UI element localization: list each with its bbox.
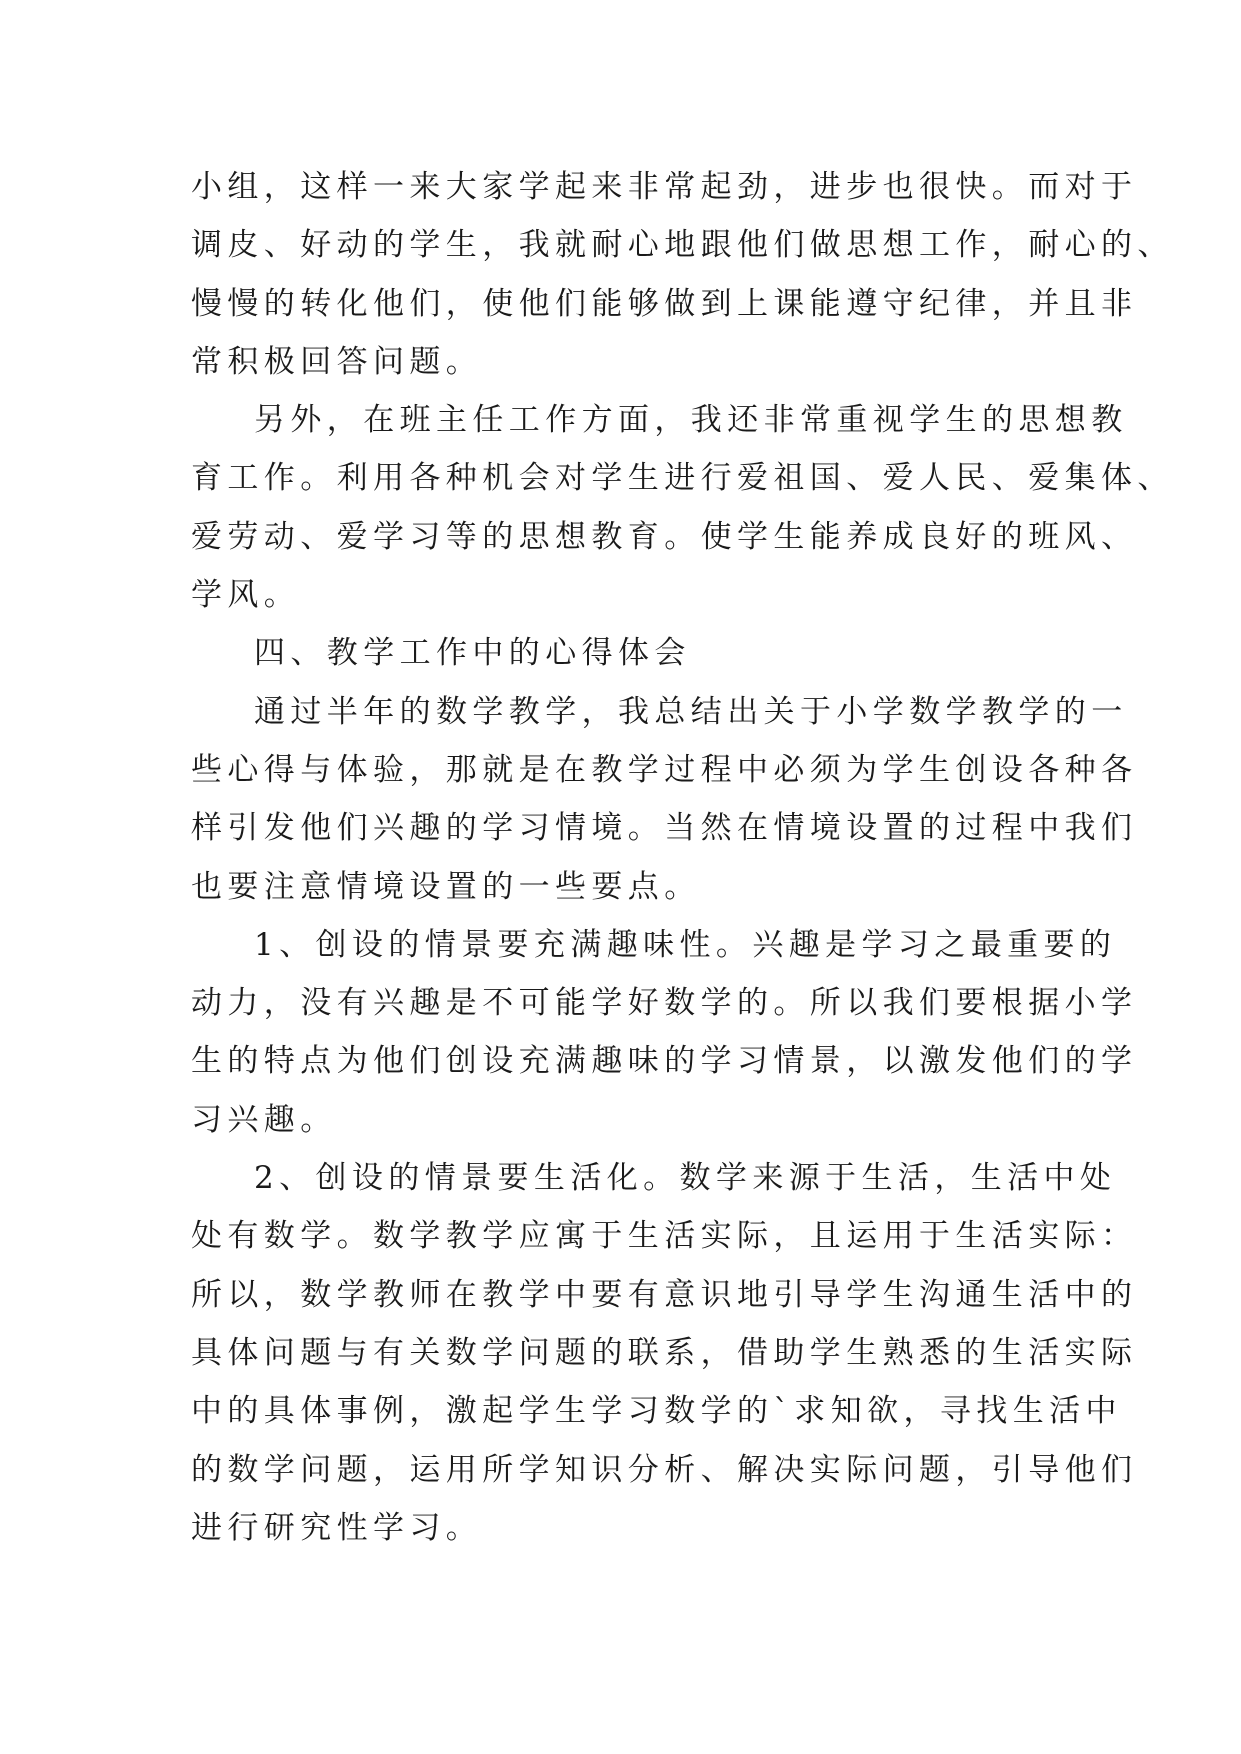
paragraph-first-line: 通过半年的数学教学，我总结出关于小学数学教学的一	[254, 693, 1128, 730]
paragraph-line: 所以，数学教师在教学中要有意识地引导学生沟通生活中的	[191, 1276, 1138, 1313]
paragraph-line: 育工作。利用各种机会对学生进行爱祖国、爱人民、爱集体、	[191, 460, 1174, 497]
paragraph-first-line: 四、教学工作中的心得体会	[254, 635, 691, 672]
paragraph-line: 学风。	[191, 577, 301, 614]
document-body	[191, 158, 1174, 1557]
paragraph-line: 常积极回答问题。	[191, 343, 483, 380]
paragraph-first-line: 2、创设的情景要生活化。数学来源于生活，生活中处	[254, 1160, 1117, 1197]
paragraph-line: 习兴趣。	[191, 1101, 337, 1138]
paragraph-line: 生的特点为他们创设充满趣味的学习情景，以激发他们的学	[191, 1043, 1138, 1080]
paragraph-line: 动力，没有兴趣是不可能学好数学的。所以我们要根据小学	[191, 985, 1138, 1022]
paragraph-line: 些心得与体验，那就是在教学过程中必须为学生创设各种各	[191, 751, 1138, 788]
paragraph-first-line: 另外，在班主任工作方面，我还非常重视学生的思想教	[254, 402, 1128, 439]
paragraph-line: 具体问题与有关数学问题的联系，借助学生熟悉的生活实际	[191, 1334, 1138, 1371]
paragraph-line: 调皮、好动的学生，我就耐心地跟他们做思想工作，耐心的、	[191, 227, 1174, 264]
paragraph-line: 慢慢的转化他们，使他们能够做到上课能遵守纪律，并且非	[191, 285, 1138, 322]
paragraph-line: 的数学问题，运用所学知识分析、解决实际问题，引导他们	[191, 1451, 1138, 1488]
paragraph-line: 样引发他们兴趣的学习情境。当然在情境设置的过程中我们	[191, 810, 1138, 847]
paragraph-line: 中的具体事例，激起学生学习数学的`求知欲，寻找生活中	[191, 1393, 1122, 1430]
paragraph-line: 进行研究性学习。	[191, 1509, 483, 1546]
paragraph-line: 处有数学。数学教学应寓于生活实际，且运用于生活实际：	[191, 1218, 1138, 1255]
paragraph-first-line: 1、创设的情景要充满趣味性。兴趣是学习之最重要的	[254, 926, 1117, 963]
paragraph-line: 也要注意情境设置的一些要点。	[191, 868, 701, 905]
paragraph-line: 小组，这样一来大家学起来非常起劲，进步也很快。而对于	[191, 169, 1138, 205]
paragraph-line: 爱劳动、爱学习等的思想教育。使学生能养成良好的班风、	[191, 518, 1138, 555]
